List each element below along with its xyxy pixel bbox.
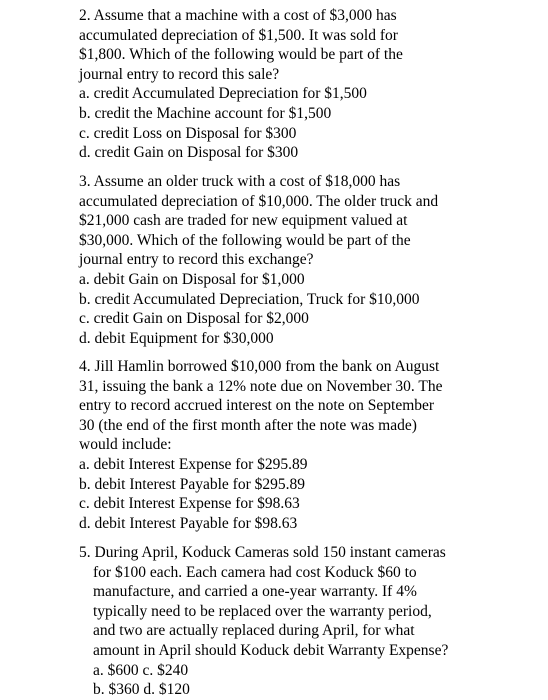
question-2-stem-line: journal entry to record this sale? — [79, 65, 280, 83]
question-2-stem-line: accumulated depreciation of $1,500. It was sold for — [79, 26, 398, 44]
question-2-option-c: c. credit Loss on Disposal for $300 — [79, 124, 297, 142]
question-3-option-b: b. credit Accumulated Depreciation, Truck for $10,000 — [79, 290, 420, 308]
question-5-stem-line: amount in April should Koduck debit Warranty Expense? — [93, 641, 449, 659]
question-2-stem-line: 2. Assume that a machine with a cost of $3,000 has — [79, 7, 397, 24]
question-5-stem-line: typically need to be replaced over the warranty period, — [93, 602, 432, 620]
question-3-stem-line: 3. Assume an older truck with a cost of $18,000 has — [79, 173, 401, 190]
question-4-stem-line: 4. Jill Hamlin borrowed $10,000 from the bank on August — [79, 358, 440, 375]
question-4-option-c: c. debit Interest Expense for $98.63 — [79, 495, 300, 513]
question-4-option-b: b. debit Interest Payable for $295.89 — [79, 475, 305, 493]
question-5-options-row-2: b. $360 d. $120 — [93, 681, 190, 699]
question-3-stem-line: $30,000. Which of the following would be part of the — [79, 231, 411, 249]
question-2-option-a: a. credit Accumulated Depreciation for $1,500 — [79, 85, 367, 103]
question-4-option-a: a. debit Interest Expense for $295.89 — [79, 455, 308, 473]
question-5-stem-line: and two are actually replaced during April, for what — [93, 622, 415, 640]
question-4-stem-line: 31, issuing the bank a 12% note due on November 30. The — [79, 377, 443, 395]
question-2-option-d: d. credit Gain on Disposal for $300 — [79, 144, 299, 162]
question-2 — [79, 6, 403, 163]
question-4-stem-line: entry to record accrued interest on the note on September — [79, 397, 435, 415]
question-3-option-a: a. debit Gain on Disposal for $1,000 — [79, 270, 305, 288]
question-3-stem-line: journal entry to record this exchange? — [79, 251, 314, 269]
question-4-stem-line: would include: — [79, 436, 172, 454]
question-4-option-d: d. debit Interest Payable for $98.63 — [79, 514, 298, 532]
question-2-stem-line: $1,800. Which of the following would be part of the — [79, 46, 403, 64]
question-5-stem-line: for $100 each. Each camera had cost Koduck $60 to — [93, 563, 417, 581]
question-3-stem-line: $21,000 cash are traded for new equipment valued at — [79, 212, 408, 230]
question-2-option-b: b. credit the Machine account for $1,500 — [79, 104, 332, 122]
question-3 — [79, 172, 438, 348]
question-5 — [79, 543, 448, 700]
question-3-option-c: c. credit Gain on Disposal for $2,000 — [79, 310, 309, 328]
question-3-option-d: d. debit Equipment for $30,000 — [79, 329, 274, 347]
question-5-stem-line: 5. During April, Koduck Cameras sold 150 instant cameras — [79, 544, 446, 561]
question-4 — [79, 357, 442, 533]
question-5-stem-line: manufacture, and carried a one-year warranty. If 4% — [93, 583, 417, 601]
question-4-stem-line: 30 (the end of the first month after the note was made) — [79, 416, 417, 434]
question-5-options-row-1: a. $600 c. $240 — [93, 661, 189, 679]
question-3-stem-line: accumulated depreciation of $10,000. The older truck and — [79, 192, 439, 210]
